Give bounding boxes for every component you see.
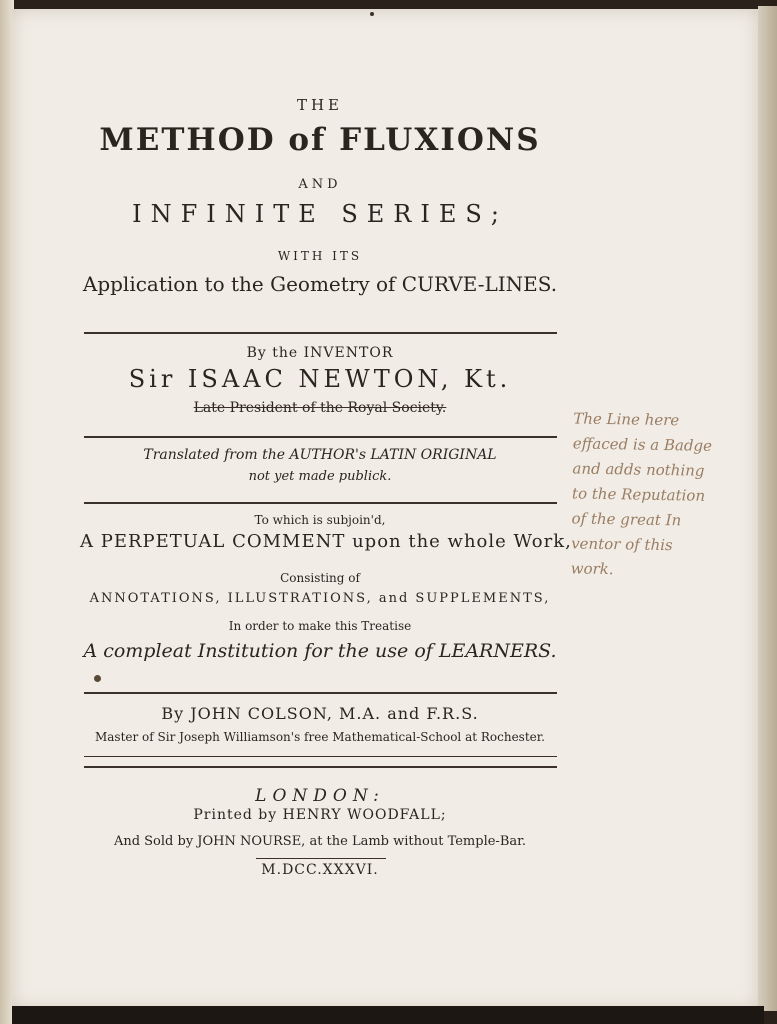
note-line: work. [570,559,614,579]
author-name: Sir ISAAC NEWTON, Kt. [128,365,512,393]
note-line: to the Reputation [571,484,706,505]
colson-by: By JOHN COLSON, M.A. and F.R.S. [161,704,479,723]
rule-5a [84,756,557,757]
order-text: In order to make this Treatise [228,619,412,633]
page-bottom-edge [12,1006,764,1024]
title-main: METHOD of FLUXIONS [99,122,541,158]
note-line: of the great In [571,509,682,530]
rule-2 [84,436,557,438]
note-line: ventor of this [570,534,673,555]
ink-dot [370,12,374,16]
subjoin-text: To which is subjoin'd, [254,513,386,527]
note-line: The Line here [573,409,680,430]
note-line: effaced is a Badge [572,434,713,455]
consisting-text: Consisting of [280,571,360,585]
title-series: INFINITE SERIES; [132,200,508,228]
imprint-year: M.DCC.XXXVI. [261,862,379,878]
compleat-institution: A compleat Institution for the use of LEARNERS. [83,640,557,662]
rule-3 [84,502,557,504]
rule-1 [84,332,557,334]
rule-4 [84,692,557,694]
author-struck-line: Late President of the Royal Society. [193,400,447,416]
note-line: and adds nothing [572,459,705,480]
rule-5b [84,766,557,768]
author-by: By the INVENTOR [246,345,394,361]
marginal-handwritten-note [570,406,753,584]
imprint-sold: And Sold by JOHN NOURSE, at the Lamb without Temple-Bar. [113,834,527,849]
annotations-line: ANNOTATIONS, ILLUSTRATIONS, and SUPPLEMENTS, [89,591,551,606]
colson-master: Master of Sir Joseph Williamson's free Mathematical-School at Rochester. [94,730,545,744]
perpetual-comment: A PERPETUAL COMMENT upon the whole Work, [80,531,572,552]
title-with: WITH ITS [277,249,363,263]
title-the: THE [296,96,344,114]
title-application: Application to the Geometry of CURVE-LINES. [82,272,558,296]
ink-mark [94,675,101,682]
translation-line-2: not yet made publick. [248,469,392,484]
page-right-edge [758,6,777,1011]
year-rule [256,858,386,859]
imprint-printed: Printed by HENRY WOODFALL; [193,807,447,823]
translation-line-1: Translated from the AUTHOR's LATIN ORIGINAL [143,447,497,463]
title-and: AND [298,177,342,192]
imprint-city: LONDON: [255,786,385,806]
